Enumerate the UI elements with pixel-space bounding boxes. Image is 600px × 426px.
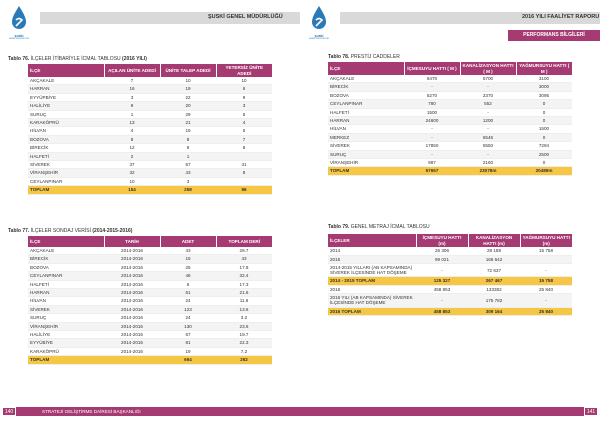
row-label: HİLVAN [28,127,104,135]
row-label: TOPLAM [28,186,104,194]
table-cell: 12 [104,144,160,152]
table-cell: 19 [160,85,216,93]
row-label: 2016 [328,285,416,293]
table-cell: 31 [216,161,272,169]
column-header: ADET [160,236,216,247]
table-header-row [28,236,272,247]
row-label: HALFETİ [28,152,104,160]
table-row [328,100,572,108]
table-row [28,272,272,280]
table-row [328,133,572,141]
row-label: HARRAN [328,117,404,125]
table-cell: - [404,150,460,158]
table-row [328,75,572,83]
table-cell: 8 [216,144,272,152]
row-label: BOZOVA [28,263,104,271]
table-row [328,285,572,293]
column-header: KANALİZASYON HATTI (m) [468,234,520,247]
column-header: YAĞMURSUYU HATTI ( M ) [516,62,572,75]
table-cell: - [460,83,516,91]
table-cell: 7 [216,135,272,143]
table-cell: 2014-2016 [104,347,160,355]
row-label: 2015 [328,255,416,263]
row-label: BOZOVA [28,135,104,143]
row-label: 2014-2015 YILLARI (AB KAPSAMINDA) SİVEREK İLÇESİNDE HAT DÖŞEME [328,263,416,276]
water-drop-icon [306,4,332,34]
table-row [28,263,272,271]
header-bar [340,12,600,24]
table-cell: 2014-2016 [104,322,160,330]
table-cell: 458 853 [416,285,468,293]
table-row [328,91,572,99]
column-header: TARİH [104,236,160,247]
table-cell: 9 [104,102,160,110]
table-cell: 2014-2016 [104,297,160,305]
footer-bar [300,407,586,416]
column-header: İLÇELER [328,234,416,247]
table-cell: - [416,294,468,307]
table-cell: 15 [160,255,216,263]
table-row [28,85,272,93]
row-label: BOZOVA [328,91,404,99]
table78-title: Tablo 78. PRESTİJ CADDELER [328,54,400,60]
row-label: KARAKÖPRÜ [28,119,104,127]
row-label: HALİLİYE [28,331,104,339]
table-cell [104,356,160,364]
table-cell: 20489m [516,167,572,175]
table-cell: 8 [216,169,272,177]
row-label: BİRECİK [328,83,404,91]
row-label: VİRANŞEHİR [28,322,104,330]
table-row [328,307,572,315]
table-row [28,144,272,152]
row-label: SİVEREK [28,161,104,169]
table-cell: - [404,83,460,91]
row-label: BİRECİK [28,255,104,263]
table-row [28,152,272,160]
table-cell: 7294 [516,142,572,150]
page-number: 140 [2,407,16,416]
column-header: YAĞMURSUYU HATTI (m) [520,234,572,247]
row-label: CEYLANPINAR [328,100,404,108]
table-cell: - [404,133,460,141]
table-cell: 26 306 [416,247,468,255]
table-cell: 15 758 [520,247,572,255]
table-cell: 987 [404,159,460,167]
row-label: SURUÇ [28,314,104,322]
table-cell: 552 [460,100,516,108]
table-cell: - [460,125,516,133]
table-cell: 1500 [404,108,460,116]
row-label: TOPLAM [328,167,404,175]
table-row [28,356,272,364]
table-cell: 16 [160,127,216,135]
row-label: SİVEREK [28,305,104,313]
table-cell: 2014-2016 [104,339,160,347]
table-row [328,117,572,125]
table-cell: 21.6 [216,289,272,297]
column-header: İLÇE [328,62,404,75]
table-cell: - [460,150,516,158]
column-header: AÇILAN ÜNİTE ADEDİ [104,64,160,77]
table-cell: - [404,125,460,133]
row-label: 2016 TOPLAM [328,307,416,315]
table-cell: 20 [160,102,216,110]
table-row [28,322,272,330]
table-cell: 24 [160,297,216,305]
row-label: HARRAN [28,289,104,297]
table-cell: 2014-2016 [104,314,160,322]
table-cell: 2500 [516,150,572,158]
table-cell: 9 [216,93,272,101]
table-row [28,255,272,263]
table-cell: 154 [104,186,160,194]
table-cell: 0 [516,108,572,116]
table-row [28,289,272,297]
header-bar [40,12,300,24]
table-cell: 2014-2016 [104,280,160,288]
table76-title: Tablo 76. İLÇELER İTİBARİYLE İCMAL TABLOSU (2016 YILI) [8,56,147,62]
table-cell: 25 840 [520,285,572,293]
table-76 [28,64,272,195]
row-label: HARRAN [28,85,104,93]
row-label: VİRANŞEHİR [328,159,404,167]
table-row [328,108,572,116]
table-cell: 24 [160,314,216,322]
table-cell: 23078m [460,167,516,175]
row-label: HİLVAN [28,297,104,305]
table-cell: 5 [216,127,272,135]
table-row [28,177,272,185]
logo-sub: GENEL MÜDÜRLÜĞÜ [308,38,330,40]
table-cell: 267 467 [468,277,520,285]
table-cell: 2370 [460,91,516,99]
row-label: AKÇAKALE [28,77,104,85]
table-cell: 1 [104,110,160,118]
right-page [300,0,600,426]
table-row [328,263,572,276]
row-label: SİVEREK [328,142,404,150]
row-label: CEYLANPINAR [28,272,104,280]
table-header-row [328,234,572,247]
table-cell: 17.3 [216,280,272,288]
table-cell: 57657 [404,167,460,175]
table-row [328,159,572,167]
table-cell: 32 [104,169,160,177]
table-cell: 5550 [460,142,516,150]
table-cell: 1200 [460,117,516,125]
table-cell: 21 [160,119,216,127]
table-cell: 10 [104,177,160,185]
column-header: ÜNİTE TALEP ADEDİ [160,64,216,77]
table-row [28,186,272,194]
table-cell: 0 [516,159,572,167]
table-row [28,93,272,101]
table-cell: 262 [216,356,272,364]
table-cell: 133382 [468,285,520,293]
table-row [28,135,272,143]
table-cell: 3 [104,93,160,101]
table-row [28,110,272,118]
table-cell: - [416,263,468,276]
row-label: HALFETİ [328,108,404,116]
table-cell: 22 [160,93,216,101]
table-cell: 0 [516,100,572,108]
header-title: ŞUSKİ GENEL MÜDÜRLÜĞÜ [208,14,283,20]
footer-text: STRATEJİ GELİŞTİRME DAİRESİ BAŞKANLIĞI [42,409,141,414]
table-cell: 11.6 [216,297,272,305]
table-cell: 6546 [460,133,516,141]
table-cell: - [520,294,572,307]
table-cell: 10 [160,77,216,85]
table-cell: 96 [216,186,272,194]
table-cell: 7.2 [216,347,272,355]
row-label: CEYLANPINAR [28,177,104,185]
table-cell: 13 [104,119,160,127]
table-cell: 3 [216,102,272,110]
table-cell: 25 840 [520,307,572,315]
row-label: TOPLAM [28,356,104,364]
row-label: SURUÇ [328,150,404,158]
table-row [28,297,272,305]
table-cell: 8 [160,135,216,143]
table-cell: 37 [104,161,160,169]
table-cell: 23.6 [216,322,272,330]
table-row [28,280,272,288]
table-cell: 130 [160,322,216,330]
table-cell: 125 327 [416,277,468,285]
table-header-row [328,62,572,75]
table-cell: 123 [160,305,216,313]
table-row [28,161,272,169]
column-header: İÇMESUYU HATTI ( M ) [404,62,460,75]
table-cell: 2014-2016 [104,331,160,339]
table-row [28,77,272,85]
table-78 [328,62,572,176]
table-row [28,305,272,313]
table-row [28,347,272,355]
row-label: AKÇAKALE [328,75,404,83]
table-cell: 9 [160,144,216,152]
row-label: HALFETİ [28,280,104,288]
table-cell: 32.4 [216,272,272,280]
table-cell: 2014-2016 [104,247,160,255]
table-row [28,102,272,110]
row-label: KARAKÖPRÜ [28,347,104,355]
table-cell: - [520,263,572,276]
table-79 [328,234,572,316]
table-cell: 6 [160,280,216,288]
row-label: AKÇAKALE [28,247,104,255]
section-tab: PERFORMANS BİLGİLERİ [508,30,600,41]
water-drop-icon [6,4,32,34]
table-row [28,169,272,177]
table-cell: 1500 [516,125,572,133]
table-cell: 61 [160,289,216,297]
row-label: MERKEZ [328,133,404,141]
table-row [328,150,572,158]
table-cell: 28.7 [216,247,272,255]
table-cell: 57 [160,161,216,169]
row-label: HALİLİYE [28,102,104,110]
column-header: YETERSİZ ÜNİTE ADEDİ [216,64,272,77]
page-number: 141 [584,407,598,416]
table-cell: 2014-2016 [104,255,160,263]
column-header: KANALİZASYON HATTI ( M ) [460,62,516,75]
table-row [328,277,572,285]
table-cell: 17850 [404,142,460,150]
table-cell: 664 [160,356,216,364]
table-cell: 16 [104,85,160,93]
table-row [328,247,572,255]
table-cell: 7 [104,77,160,85]
table-row [28,119,272,127]
table-row [28,339,272,347]
column-header: İLÇE [28,236,104,247]
table-cell: 5 [216,110,272,118]
table-row [28,127,272,135]
table-cell: 17.8 [216,263,272,271]
table-cell: - [460,108,516,116]
table-row [328,142,572,150]
table-row [328,125,572,133]
table-cell: 3.2 [216,314,272,322]
table-row [28,331,272,339]
table-cell: 43 [160,247,216,255]
table-cell: 6470 [404,75,460,83]
column-header: TOPLAM DERİ [216,236,272,247]
table-cell [520,255,572,263]
table-cell: 13.6 [216,305,272,313]
logo-name: şuski [314,34,324,38]
table-cell: 81 [160,339,216,347]
table-cell: 67 [160,331,216,339]
table-cell: 2014-2016 [104,305,160,313]
table-cell: 5270 [404,91,460,99]
column-header: İÇMESUYU HATTI (m) [416,234,468,247]
table-cell: 2014-2016 [104,272,160,280]
table-cell: 2 [104,152,160,160]
table-cell: 0 [516,133,572,141]
row-label: BİRECİK [28,144,104,152]
table-cell: 10 [216,77,272,85]
table-row [28,247,272,255]
table-cell: 25 [160,263,216,271]
table-cell: 3 [160,177,216,185]
table-cell: 166 642 [468,255,520,263]
table-cell: 3095 [516,91,572,99]
table-cell: 72 637 [468,263,520,276]
table-row [328,83,572,91]
table-cell: 22.3 [216,339,272,347]
table-cell: 15 758 [520,277,572,285]
table-cell: 2014-2016 [104,263,160,271]
table79-title: Tablo 79. GENEL METRAJ İCMAL TABLOSU [328,224,430,230]
row-label: 2016 YILI (AB KAPSAMINDA) SİVEREK İLÇESİNDE HAT DÖŞEME [328,294,416,307]
row-label: VİRANŞEHİR [28,169,104,177]
table-cell [216,152,272,160]
table-cell: 309 164 [468,307,520,315]
table-cell: 780 [404,100,460,108]
logo-sub: GENEL MÜDÜRLÜĞÜ [8,38,30,40]
table-cell: 3100 [516,75,572,83]
header-title: 2016 YILI FAALİYET RAPORU [522,14,600,20]
table-cell: 19.7 [216,331,272,339]
row-label: EYYÜPBİYE [28,93,104,101]
row-label: 2014 [328,247,416,255]
table-cell: 5700 [460,75,516,83]
table-cell: 19 [160,347,216,355]
row-label: 2014 - 2015 TOPLAM [328,277,416,285]
table-row [328,167,572,175]
table-row [328,294,572,307]
table-cell: 99 021 [416,255,468,263]
table-cell: 2014-2016 [104,289,160,297]
logo-name: şuski [14,34,24,38]
table-cell [216,177,272,185]
table77-title: Tablo 77. İLÇELER SONDAJ VERİSİ (2014-2015-2016) [8,228,133,234]
table-cell: 28 188 [468,247,520,255]
table-cell: 29 [160,110,216,118]
row-label: HİLVAN [328,125,404,133]
table-cell: 24600 [404,117,460,125]
row-label: EYYÜBİYE [28,339,104,347]
column-header: İLÇE [28,64,104,77]
table-cell: 458 853 [416,307,468,315]
table-cell: 8 [104,135,160,143]
table-cell: 43 [160,169,216,177]
suski-logo-right [306,4,332,38]
table-cell: 258 [160,186,216,194]
table-77 [28,236,272,365]
table-header-row [28,64,272,77]
table-row [328,255,572,263]
table-row [28,314,272,322]
suski-logo [6,4,32,38]
table-cell: 2160 [460,159,516,167]
table-cell: 4 [104,127,160,135]
table-cell: 1 [160,152,216,160]
table-cell: 6 [216,85,272,93]
table-cell: 175 782 [468,294,520,307]
table-cell: 46 [160,272,216,280]
row-label: SURUÇ [28,110,104,118]
table-cell: 0 [516,117,572,125]
table-cell: 43 [216,255,272,263]
table-cell: 4 [216,119,272,127]
table-cell: 3000 [516,83,572,91]
